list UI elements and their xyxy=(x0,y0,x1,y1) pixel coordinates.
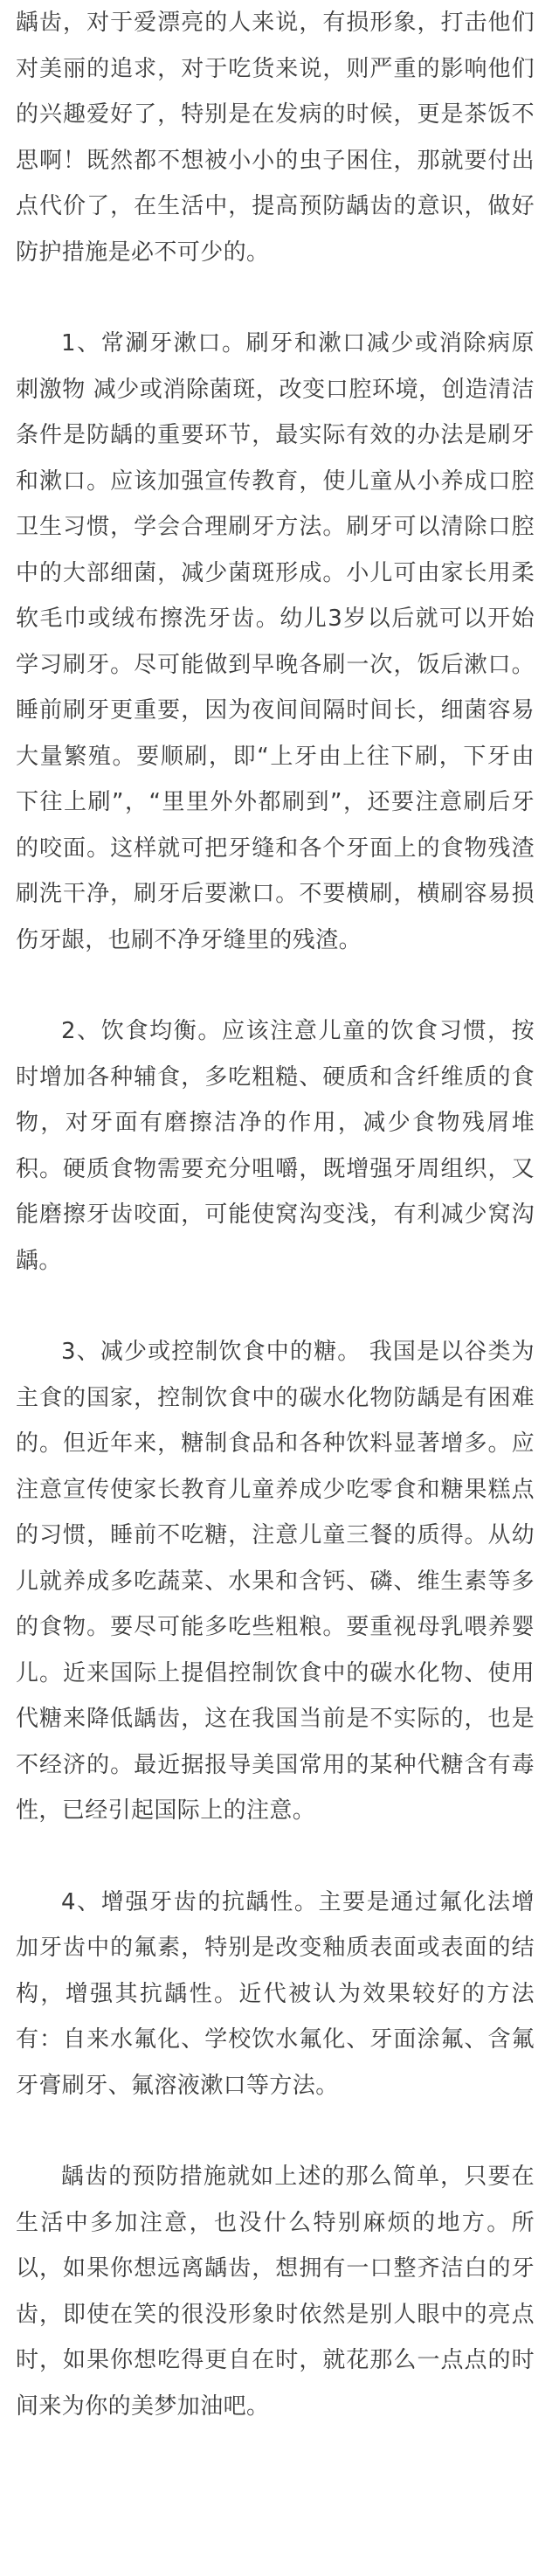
point-4-paragraph: 4、增强牙齿的抗龋性。主要是通过氟化法增加牙齿中的氟素，特别是改变釉质表面或表面的结构，增强其抗龋性。近代被认为效果较好的方法有：自来水氟化、学校饮水氟化、牙面涂氟、含氟牙膏刷牙、氟溶液漱口等方法。 xyxy=(16,1888,535,2099)
point-3-paragraph: 3、减少或控制饮食中的糖。 我国是以谷类为主食的国家，控制饮食中的碳水化物防龋是有困难的。但近年来，糖制食品和各种饮料显著增多。应注意宣传使家长教育儿童养成少吃零食和糖果糕点的习惯，睡前不吃糖，注意儿童三餐的质得。从幼儿就养成多吃蔬菜、水果和含钙、磷、维生素等多的食物。要尽可能多吃些粗粮。要重视母乳喂养婴儿。近来国际上提倡控制饮食中的碳水化物、使用代糖来降低龋齿，这在我国当前是不实际的，也是不经济的。最近据报导美国常用的某种代糖含有毒性，已经引起国际上的注意。 xyxy=(16,1339,535,1824)
paragraph-spacer xyxy=(16,1834,535,1880)
paragraph-spacer xyxy=(16,1284,535,1329)
paragraph-spacer xyxy=(16,2109,535,2154)
point-2-paragraph: 2、饮食均衡。应该注意儿童的饮食习惯，按时增加各种辅食，多吃粗糙、硬质和含纤维质的食物，对牙面有磨擦洁净的作用，减少食物残屑堆积。硬质食物需要充分咀嚼，既增强牙周组织，又能磨擦牙齿咬面，可能使窝沟变浅，有利减少窝沟龋。 xyxy=(16,1018,535,1274)
conclusion-paragraph: 龋齿的预防措施就如上述的那么简单，只要在生活中多加注意，也没什么特别麻烦的地方。所以，如果你想远离龋齿，想拥有一口整齐洁白的牙齿，即使在笑的很没形象时依然是别人眼中的亮点时，如果你想吃得更自在时，就花那么一点点的时间来为你的美梦加油吧。 xyxy=(16,2164,535,2420)
intro-paragraph: 龋齿，对于爱漂亮的人来说，有损形象，打击他们对美丽的追求，对于吃货来说，则严重的影响他们的兴趣爱好了，特别是在发病的时候，更是茶饭不思啊！既然都不想被小小的虫子困住，那就要付出点代价了，在生活中，提高预防龋齿的意识，做好防护措施是必不可少的。 xyxy=(16,10,535,266)
paragraph-spacer xyxy=(16,275,535,321)
point-1-paragraph: 1、常涮牙漱口。刷牙和漱口减少或消除病原刺激物 减少或消除菌斑，改变口腔环境，创造清洁条件是防龋的重要环节，最实际有效的办法是刷牙和漱口。应该加强宣传教育，使儿童从小养成口腔卫生习惯，学会合理刷牙方法。刷牙可以清除口腔中的大部细菌，减少菌斑形成。小儿可由家长用柔软毛巾或绒布擦洗牙齿。幼儿3岁以后就可以开始学习刷牙。尽可能做到早晚各刷一次，饭后漱口。睡前刷牙更重要，因为夜间间隔时间长，细菌容易大量繁殖。要顺刷，即“上牙由上往下刷，下牙由下往上刷”，“里里外外都刷到”，还要注意刷后牙的咬面。这样就可把牙缝和各个牙面上的食物残渣刷洗干净，刷牙后要漱口。不要横刷，横刷容易损伤牙龈，也刷不净牙缝里的残渣。 xyxy=(16,330,535,953)
paragraph-spacer xyxy=(16,963,535,1008)
